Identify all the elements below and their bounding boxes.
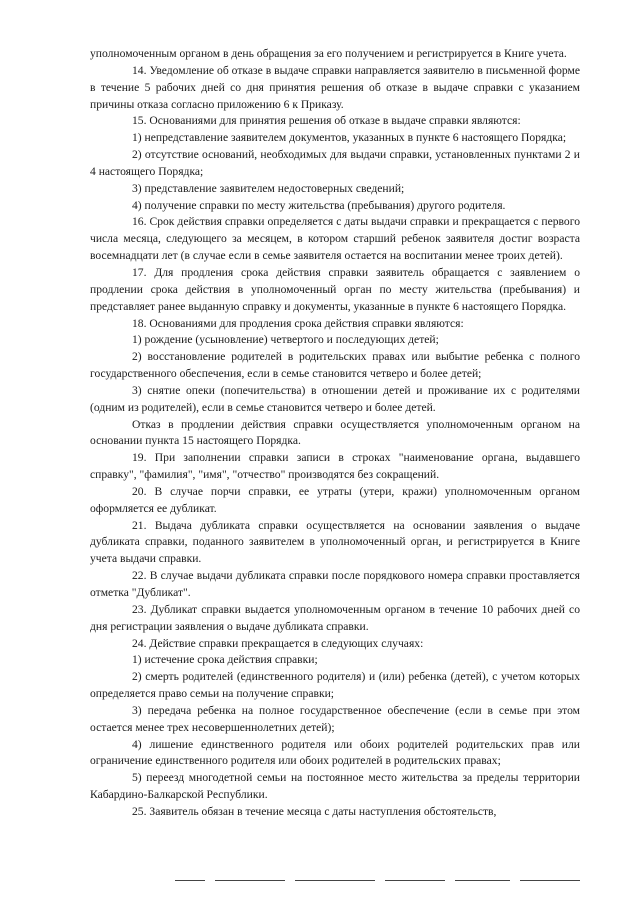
footer-rule [455, 880, 510, 881]
document-page [90, 46, 580, 821]
paragraph: 22. В случае выдачи дубликата справки после порядкового номера справки проставляется отметка "Дубликат". [90, 569, 580, 599]
paragraph: 19. При заполнении справки записи в строках "наименование органа, выдавшего справку", "фамилия", "имя", "отчество" производятся без сокращений. [90, 451, 580, 482]
paragraph: 21. Выдача дубликата справки осуществляется на основании заявления о выдаче дубликата справки, поданного заявителем в уполномоченный орган, и регистрируется в Книге учета выдачи справки. [90, 518, 580, 566]
paragraph: 17. Для продления срока действия справки заявитель обращается с заявлением о продлении срока действия в уполномоченный орган по месту жительства (пребывания) и представляет ранее выданную справку и документы, указанные в пункте 6 настоящего Порядка. [90, 265, 580, 313]
footer-rule [295, 880, 375, 881]
paragraph: 25. Заявитель обязан в течение месяца с даты наступления обстоятельств, [132, 804, 497, 818]
paragraph: Отказ в продлении действия справки осуществляется уполномоченным органом на основании пункта 15 настоящего Порядка. [90, 417, 580, 448]
list-item: 4) лишение единственного родителя или обоих родителей родительских прав или ограничение единственного родителя или обоих родителей в родительских правах; [90, 737, 580, 768]
paragraph: 20. В случае порчи справки, ее утраты (утери, кражи) уполномоченным органом оформляется ее дубликат. [90, 484, 580, 515]
list-item: 1) рождение (усыновление) четвертого и последующих детей; [132, 333, 439, 347]
list-item: 1) истечение срока действия справки; [132, 653, 318, 667]
list-item: 3) снятие опеки (попечительства) в отношении детей и проживание их с родителями (одним из родителей), если в семье становится четверо и более детей. [90, 383, 580, 414]
paragraph: 23. Дубликат справки выдается уполномоченным органом в течение 10 рабочих дней со дня регистрации заявления о выдаче дубликата справки. [90, 602, 580, 633]
footer-rule [385, 880, 445, 881]
paragraph: 14. Уведомление об отказе в выдаче справки направляется заявителю в письменной форме в течение 5 рабочих дней со дня принятия решения об отказе в выдаче справки с указанием причины отказа согласно приложению 6 к Приказу. [90, 63, 580, 111]
footer-rule [520, 880, 580, 881]
paragraph: 16. Срок действия справки определяется с даты выдачи справки и прекращается с первого числа месяца, следующего за месяцем, в котором старший ребенок заявителя достиг возраста восемнадцати лет (в случае если в семье заявителя остается на воспитании менее троих детей). [90, 215, 580, 263]
paragraph: уполномоченным органом в день обращения за его получением и регистрируется в Книге учета. [90, 47, 567, 60]
paragraph: 15. Основаниями для принятия решения об отказе в выдаче справки являются: [132, 114, 521, 128]
paragraph: 18. Основаниями для продления срока действия справки являются: [132, 316, 464, 330]
list-item: 2) смерть родителей (единственного родителя) и (или) ребенка (детей), с учетом которых определяется право семьи на получение справки; [90, 670, 580, 701]
list-item: 4) получение справки по месту жительства (пребывания) другого родителя. [132, 198, 506, 212]
footer-divider [175, 880, 585, 884]
list-item: 1) непредставление заявителем документов, указанных в пункте 6 настоящего Порядка; [132, 131, 567, 145]
list-item: 2) восстановление родителей в родительских правах или выбытие ребенка с полного государственного обеспечения, если в семье становится четверо и более детей; [90, 350, 580, 381]
list-item: 2) отсутствие оснований, необходимых для выдачи справки, установленных пунктами 2 и 4 настоящего Порядка; [90, 148, 580, 178]
list-item: 3) передача ребенка на полное государственное обеспечение (если в семье при этом остается менее трех несовершеннолетних детей); [90, 703, 580, 734]
paragraph: 24. Действие справки прекращается в следующих случаях: [132, 636, 424, 650]
footer-rule [215, 880, 285, 881]
list-item: 5) переезд многодетной семьи на постоянное место жительства за пределы территории Кабардино-Балкарской Республики. [90, 771, 580, 802]
footer-rule [175, 880, 205, 881]
list-item: 3) представление заявителем недостоверных сведений; [132, 181, 405, 195]
